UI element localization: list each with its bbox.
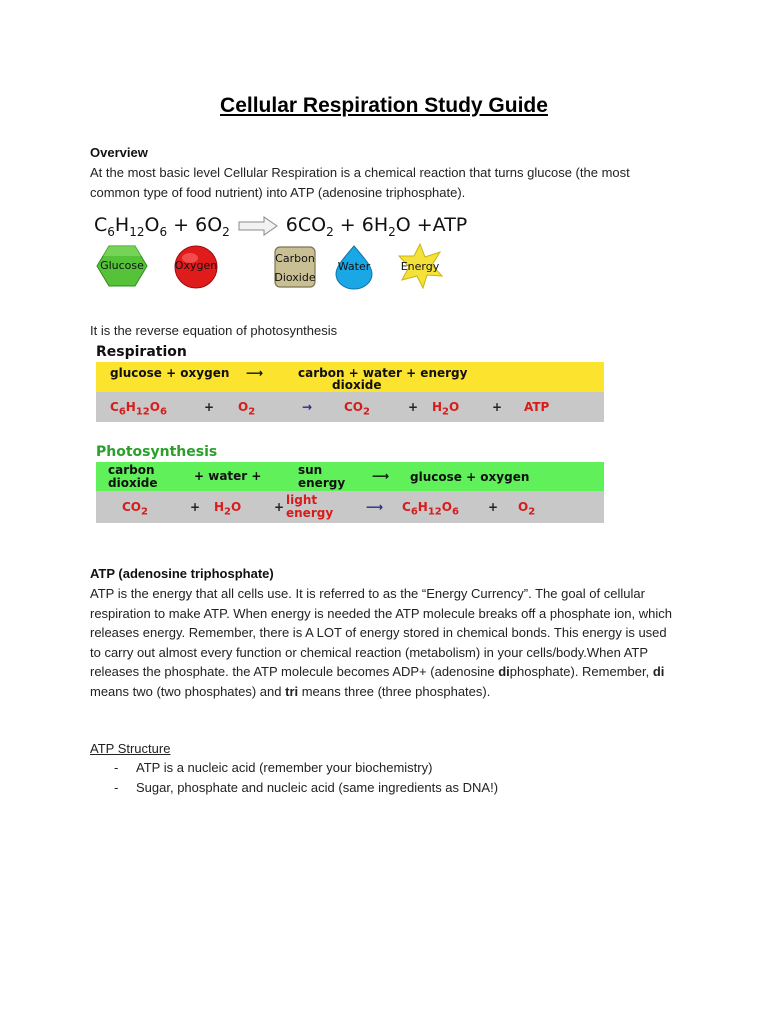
atp-emphasis-di: di [652, 664, 665, 679]
respiration-dioxide-word: dioxide [332, 378, 382, 392]
atp-text: phosphate). Remember, [509, 664, 653, 679]
atp-heading: ATP (adenosine triphosphate) [90, 566, 274, 581]
photo-sun-word: sun [298, 463, 323, 477]
overview-text: At the most basic level Cellular Respiration is a chemical reaction that turns glucose (the most common type of food nutrient) into ATP (adenosine triphosphate). [90, 165, 630, 200]
atp-structure-heading: ATP Structure [90, 741, 171, 756]
photosynthesis-words-row [96, 462, 604, 491]
atp-text: means two (two phosphates) and [90, 683, 286, 699]
formula-h2o: $H_2O$ [432, 400, 460, 418]
atp-structure-list [90, 758, 498, 797]
list-item [90, 778, 498, 798]
photo-formula-glucose: $C_6H_{12}O_6$ [402, 500, 459, 518]
formula-plus: + [274, 500, 285, 514]
formula-oxygen: $O_2$ [238, 400, 256, 418]
overview-heading: Overview [90, 145, 148, 160]
list-item-text: Sugar, phosphate and nucleic acid (same ingredients as DNA!) [136, 779, 499, 795]
photo-light-word: light [286, 493, 318, 507]
list-bullet: - [114, 760, 119, 775]
atp-emphasis-di: di [498, 664, 510, 679]
photo-dioxide-word: dioxide [108, 476, 158, 490]
formula-plus: + [488, 500, 499, 514]
photo-arrow-icon: ⟶ [372, 469, 390, 483]
respiration-words-row [96, 362, 604, 392]
reverse-note: It is the reverse equation of photosynthesis [90, 323, 338, 338]
formula-atp: ATP [524, 400, 550, 414]
atp-paragraph [90, 584, 680, 701]
respiration-arrow-icon: ⟶ [246, 366, 264, 380]
list-item [90, 758, 498, 778]
equation-products: $6CO_2 + 6H_2O +ATP$ [285, 213, 468, 239]
water-label: Water [337, 260, 371, 273]
page-title: Cellular Respiration Study Guide [220, 94, 548, 117]
atp-text: ATP is the energy that all cells use. It is referred to as the “Energy Currency”. The goal of cellular respiration to make ATP. When energy is needed the ATP molecule breaks off a phosphate ion, which releases energy. Remember, there is A LOT of energy stored in chemical bonds. This energy is used to carry out almost every function or chemical reaction (metabolism) in your cells/body.When ATP releases the phosphate. the ATP molecule becomes ADP+ (adenosine [90, 586, 672, 679]
formula-glucose: $C_6H_{12}O_6$ [110, 400, 167, 418]
respiration-equation [94, 206, 514, 246]
formula-plus: + [204, 400, 215, 414]
photosynthesis-formula-row [96, 491, 604, 523]
equation-reactants: $C_6H_{12}O_6 + 6O_2$ [94, 213, 230, 239]
formula-plus: + [190, 500, 201, 514]
energy-label: Energy [400, 260, 440, 273]
respiration-heading: Respiration [96, 344, 187, 360]
formula-co2: $CO_2$ [344, 400, 370, 418]
formula-plus: + [408, 400, 419, 414]
formula-arrow-icon: → [302, 400, 313, 414]
photosynthesis-heading: Photosynthesis [96, 444, 218, 460]
photo-products-words: glucose + oxygen [410, 470, 530, 484]
photo-plus-water: + water + [194, 469, 262, 483]
respiration-products-words: carbon + water + energy [298, 366, 468, 380]
photo-formula-arrow-icon: ⟶ [366, 500, 384, 514]
photo-light-energy-word: energy [286, 506, 334, 520]
atp-emphasis-tri: tri [285, 683, 299, 699]
yields-arrow-icon [238, 216, 278, 236]
carbon-dioxide-label: Carbon Dioxide [274, 252, 316, 284]
list-item-text: ATP is a nucleic acid (remember your biochemistry) [136, 760, 433, 775]
respiration-photosynthesis-comparison [94, 342, 606, 532]
respiration-reactants-words: glucose + oxygen [110, 366, 230, 380]
glucose-label: Glucose [100, 259, 144, 272]
formula-plus: + [492, 400, 503, 414]
list-bullet: - [114, 779, 119, 795]
photo-energy-word: energy [298, 476, 346, 490]
respiration-formula-row [96, 392, 604, 422]
atp-text: means three (three phosphates). [298, 683, 491, 699]
photo-carbon-word: carbon [108, 463, 155, 477]
photo-formula-co2: $CO_2$ [122, 500, 148, 518]
oxygen-label: Oxygen [174, 259, 218, 272]
photo-formula-o2: $O_2$ [518, 500, 536, 518]
photo-formula-h2o: $H_2O$ [214, 500, 242, 518]
